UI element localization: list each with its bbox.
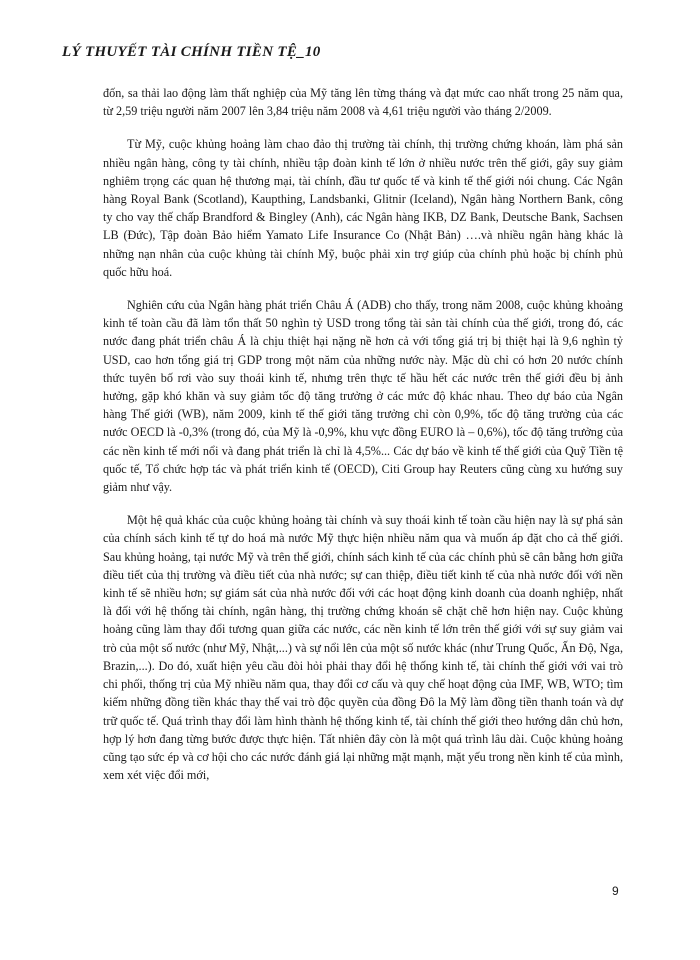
paragraph-2: Từ Mỹ, cuộc khủng hoảng làm chao đảo thị trường tài chính, thị trường chứng khoán, làm phá sản nhiều ngân hàng, công ty tài chính, nhiều tập đoàn kinh tế lớn ở nhiều nước trên thế giới, gây suy giảm nghiêm trọng các quan hệ thương mại, tài chính, đầu tư quốc tế và kinh tế thế giới nói chung. Các Ngân hàng Royal Bank (Scotland), Kaupthing, Landsbanki, Glitnir (Iceland), Ngân hàng Northern Bank, công ty cho vay thế chấp Brandford & Bingley (Anh), các Ngân hàng IKB, DZ Bank, Deutsche Bank, Sachsen LB (Đức), Tập đoàn Bảo hiểm Yamato Life Insurance Co (Nhật Bản) ….và nhiều ngân hàng khác là những nạn nhân của cuộc khủng tài chính Mỹ, buộc phải xin trợ giúp của chính phủ hoặc bị chính phủ quốc hữu hoá. bbox=[103, 137, 623, 279]
paragraph-3: Nghiên cứu của Ngân hàng phát triển Châu Á (ADB) cho thấy, trong năm 2008, cuộc khủng khoảng kinh tế toàn cầu đã làm tổn thất 50 nghìn tỷ USD trong tổng tài sản tài chính của thế giới, trong đó, các nước đang phát triển châu Á là chịu thiệt hại nặng nề hơn cả với tổng giá trị bị thiệt hại là 9,6 nghìn tỷ USD, cao hơn tổng giá trị GDP trong một năm của những nước này. Mặc dù chỉ có hơn 20 nước chính thức tuyên bố rơi vào suy thoái kinh tế, nhưng trên thực tế hầu hết các nước trên thế giới đều bị ảnh hưởng, gặp khó khăn và suy giảm tốc độ tăng trưởng ở các mức độ khác nhau. Theo dự báo của Ngân hàng Thế giới (WB), năm 2009, kinh tế thế giới tăng trưởng chỉ còn 0,9%, tốc độ tăng trưởng của các nước OECD là -0,3% (trong đó, của Mỹ là -0,9%, khu vực đồng EURO là – 0,6%), tốc độ tăng trưởng của các nền kinh tế mới nổi và đang phát triển là chỉ là 4,5%... Các dự báo về kinh tế thế giới của Quỹ Tiền tệ quốc tế, Tổ chức hợp tác và phát triển kinh tế (OECD), Citi Group hay Reuters cũng cùng xu hướng suy giảm như vậy. bbox=[103, 298, 623, 495]
page-header-title: LÝ THUYẾT TÀI CHÍNH TIỀN TỆ_10 bbox=[62, 44, 321, 60]
paragraph-1: đốn, sa thải lao động làm thất nghiệp của Mỹ tăng lên từng tháng và đạt mức cao nhất trong 25 năm qua, từ 2,59 triệu người năm 2007 lên 3,84 triệu năm 2008 và 4,61 triệu người vào tháng 2/2009. bbox=[103, 86, 623, 119]
page-number: 9 bbox=[612, 884, 619, 898]
paragraph-4: Một hệ quả khác của cuộc khủng hoảng tài chính và suy thoái kinh tế toàn cầu hiện nay là sự phá sản của chính sách kinh tế tự do hoá mà nước Mỹ thực hiện nhiều năm qua và muốn áp đặt cho cả thế giới. Sau khủng hoảng, tại nước Mỹ và trên thế giới, chính sách kinh tế của các chính phủ sẽ cân bằng hơn giữa điều tiết của thị trường và điều tiết của nhà nước; sự can thiệp, điều tiết kinh tế của nhà nước đối với nền kinh tế sẽ nhiều hơn; sự giám sát của nhà nước đối với các hoạt động kinh doanh của doanh nghiệp, nhất là đối với hệ thống tài chính, ngân hàng, thị trường chứng khoán sẽ chặt chẽ hơn hiện nay. Cuộc khủng hoảng cũng làm thay đổi tương quan giữa các nước, các nền kinh tế lớn trên thế giới với sự suy giảm vai trò của một số nước (như Mỹ, Nhật,...) và sự nổi lên của một số nước khác (như Trung Quốc, Ấn Độ, Nga, Brazin,...). Do đó, xuất hiện yêu cầu đòi hỏi phải thay đổi hệ thống kinh tế, tài chính thế giới với vai trò chi phối, thống trị của Mỹ nhiều năm qua, thay đổi cơ cấu và quy chế hoạt động của IMF, WB, WTO; tìm kiếm những đồng tiền khác thay thế vai trò độc quyền của đồng Đô la Mỹ làm đồng tiền thanh toán và dự trữ quốc tế. Quá trình thay đổi làm hình thành hệ thống kinh tế, tài chính thế giới theo hướng dân chủ hơn, hợp lý hơn đang từng bước được thực hiện. Tất nhiên đây còn là một quá trình lâu dài. Cuộc khủng hoảng cũng tạo sức ép và cơ hội cho các nước đánh giá lại những mặt mạnh, mặt yếu trong nền kinh tế của mình, xem xét việc đổi mới, bbox=[103, 513, 623, 783]
document-body bbox=[103, 84, 623, 799]
